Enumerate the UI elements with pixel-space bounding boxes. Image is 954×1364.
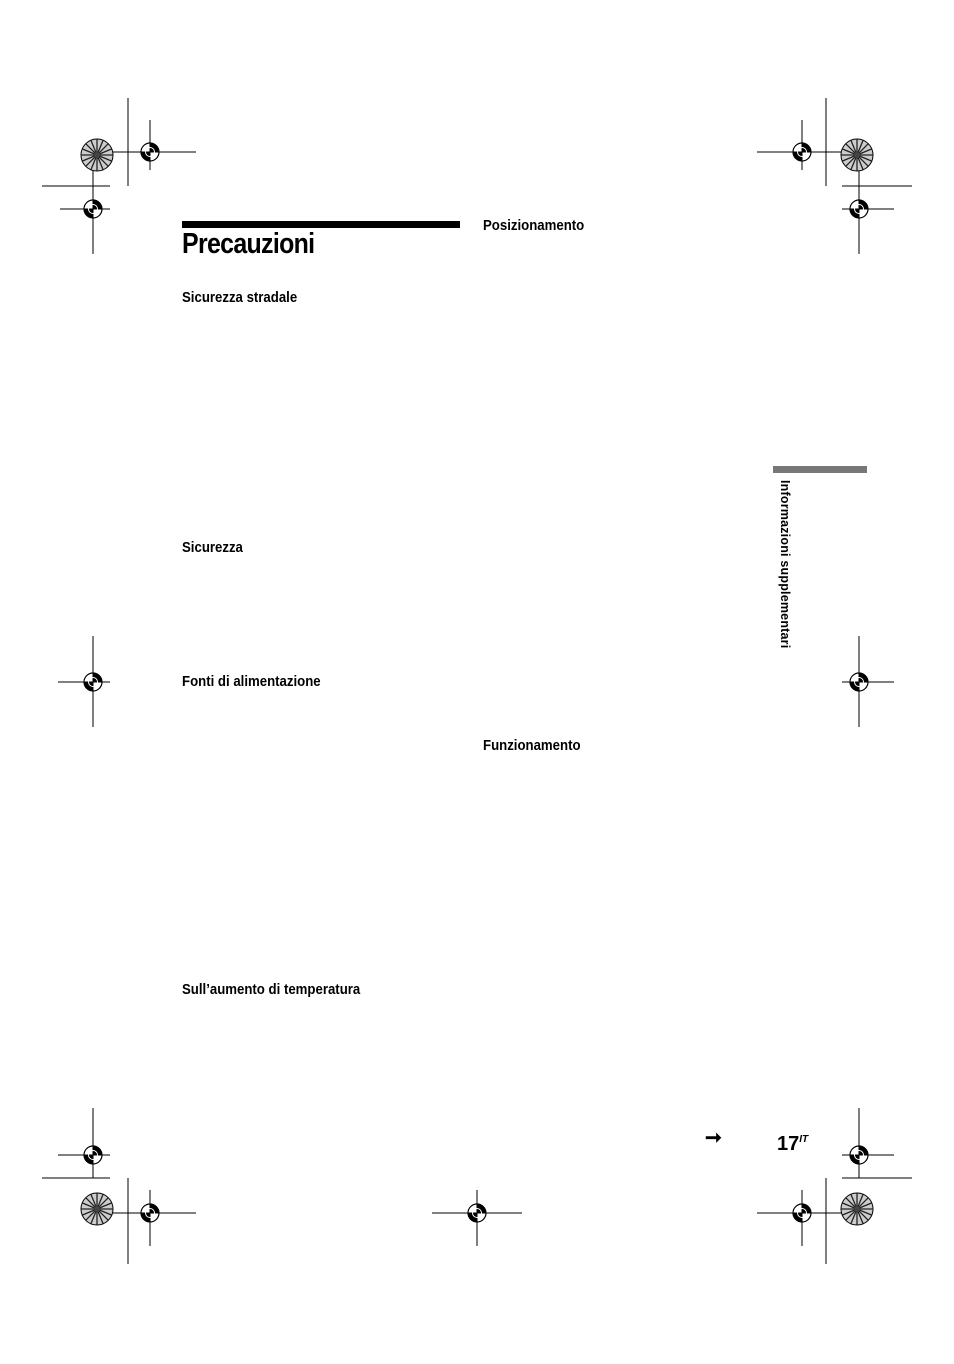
heading-fonti-di-alimentazione: Fonti di alimentazione: [182, 673, 321, 690]
side-tab-label: Informazioni supplementari: [778, 480, 792, 649]
page-language: IT: [799, 1134, 809, 1145]
heading-sicurezza-stradale: Sicurezza stradale: [182, 289, 298, 306]
page-title: Precauzioni: [182, 228, 315, 260]
page-number: [777, 1134, 808, 1154]
heading-aumento-temperatura: Sull’aumento di temperatura: [182, 981, 361, 998]
page-number-value: 17: [777, 1133, 800, 1155]
continue-arrow-icon: ➞: [705, 1127, 722, 1149]
title-rule: [182, 221, 460, 228]
heading-funzionamento: Funzionamento: [483, 737, 581, 754]
side-tab-bar: [773, 466, 867, 473]
heading-sicurezza: Sicurezza: [182, 539, 243, 556]
heading-posizionamento: Posizionamento: [483, 217, 585, 234]
